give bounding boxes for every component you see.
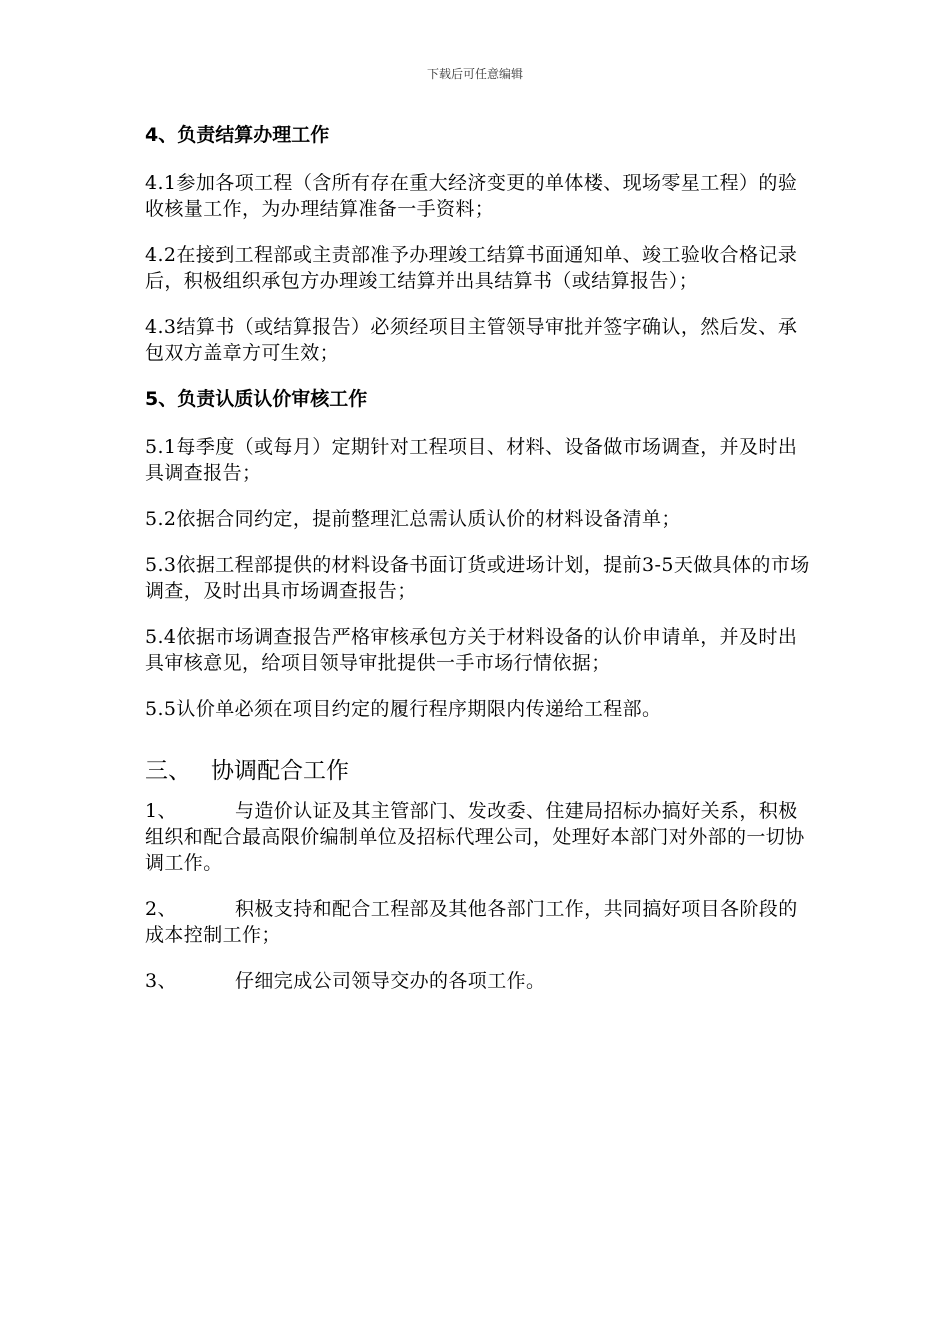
section-5-heading: 5、负责认质认价审核工作 bbox=[145, 388, 368, 410]
list-item-number: 3、 bbox=[145, 970, 177, 992]
list-item-number: 2、 bbox=[145, 898, 177, 920]
list-item-text: 仔细完成公司领导交办的各项工作。 bbox=[235, 970, 546, 992]
section-3-heading bbox=[145, 756, 810, 786]
section-3-number: 三、 bbox=[145, 758, 191, 784]
paragraph-5-2: 5.2依据合同约定，提前整理汇总需认质认价的材料设备清单； bbox=[145, 508, 681, 530]
paragraph-5-3: 5.3依据工程部提供的材料设备书面订货或进场计划，提前3-5天做具体的市场调查，及时出具市场调查报告； bbox=[145, 554, 810, 602]
document-body bbox=[145, 122, 810, 1014]
paragraph-4-1: 4.1参加各项工程（含所有存在重大经济变更的单体楼、现场零星工程）的验收核量工作，为办理结算准备一手资料； bbox=[145, 172, 798, 220]
list-item bbox=[145, 896, 810, 948]
paragraph-5-5: 5.5认价单必须在项目约定的履行程序期限内传递给工程部。 bbox=[145, 698, 662, 720]
list-item bbox=[145, 968, 810, 994]
page-header: 下载后可任意编辑 bbox=[426, 67, 523, 81]
paragraph-4-3: 4.3结算书（或结算报告）必须经项目主管领导审批并签字确认，然后发、承包双方盖章方可生效； bbox=[145, 316, 798, 364]
list-item-text: 积极支持和配合工程部及其他各部门工作，共同搞好项目各阶段的成本控制工作； bbox=[145, 898, 798, 946]
list-item-text: 与造价认证及其主管部门、发改委、住建局招标办搞好关系，积极组织和配合最高限价编制单位及招标代理公司，处理好本部门对外部的一切协调工作。 bbox=[145, 800, 805, 874]
section-4-heading: 4、负责结算办理工作 bbox=[145, 124, 330, 146]
paragraph-4-2: 4.2在接到工程部或主责部准予办理竣工结算书面通知单、竣工验收合格记录后，积极组织承包方办理竣工结算并出具结算书（或结算报告）； bbox=[145, 244, 798, 292]
paragraph-5-4: 5.4依据市场调查报告严格审核承包方关于材料设备的认价申请单，并及时出具审核意见，给项目领导审批提供一手市场行情依据； bbox=[145, 626, 798, 674]
list-item bbox=[145, 798, 810, 876]
paragraph-5-1: 5.1每季度（或每月）定期针对工程项目、材料、设备做市场调查，并及时出具调查报告； bbox=[145, 436, 798, 484]
list-item-number: 1、 bbox=[145, 800, 177, 822]
section-3-title: 协调配合工作 bbox=[211, 758, 349, 784]
